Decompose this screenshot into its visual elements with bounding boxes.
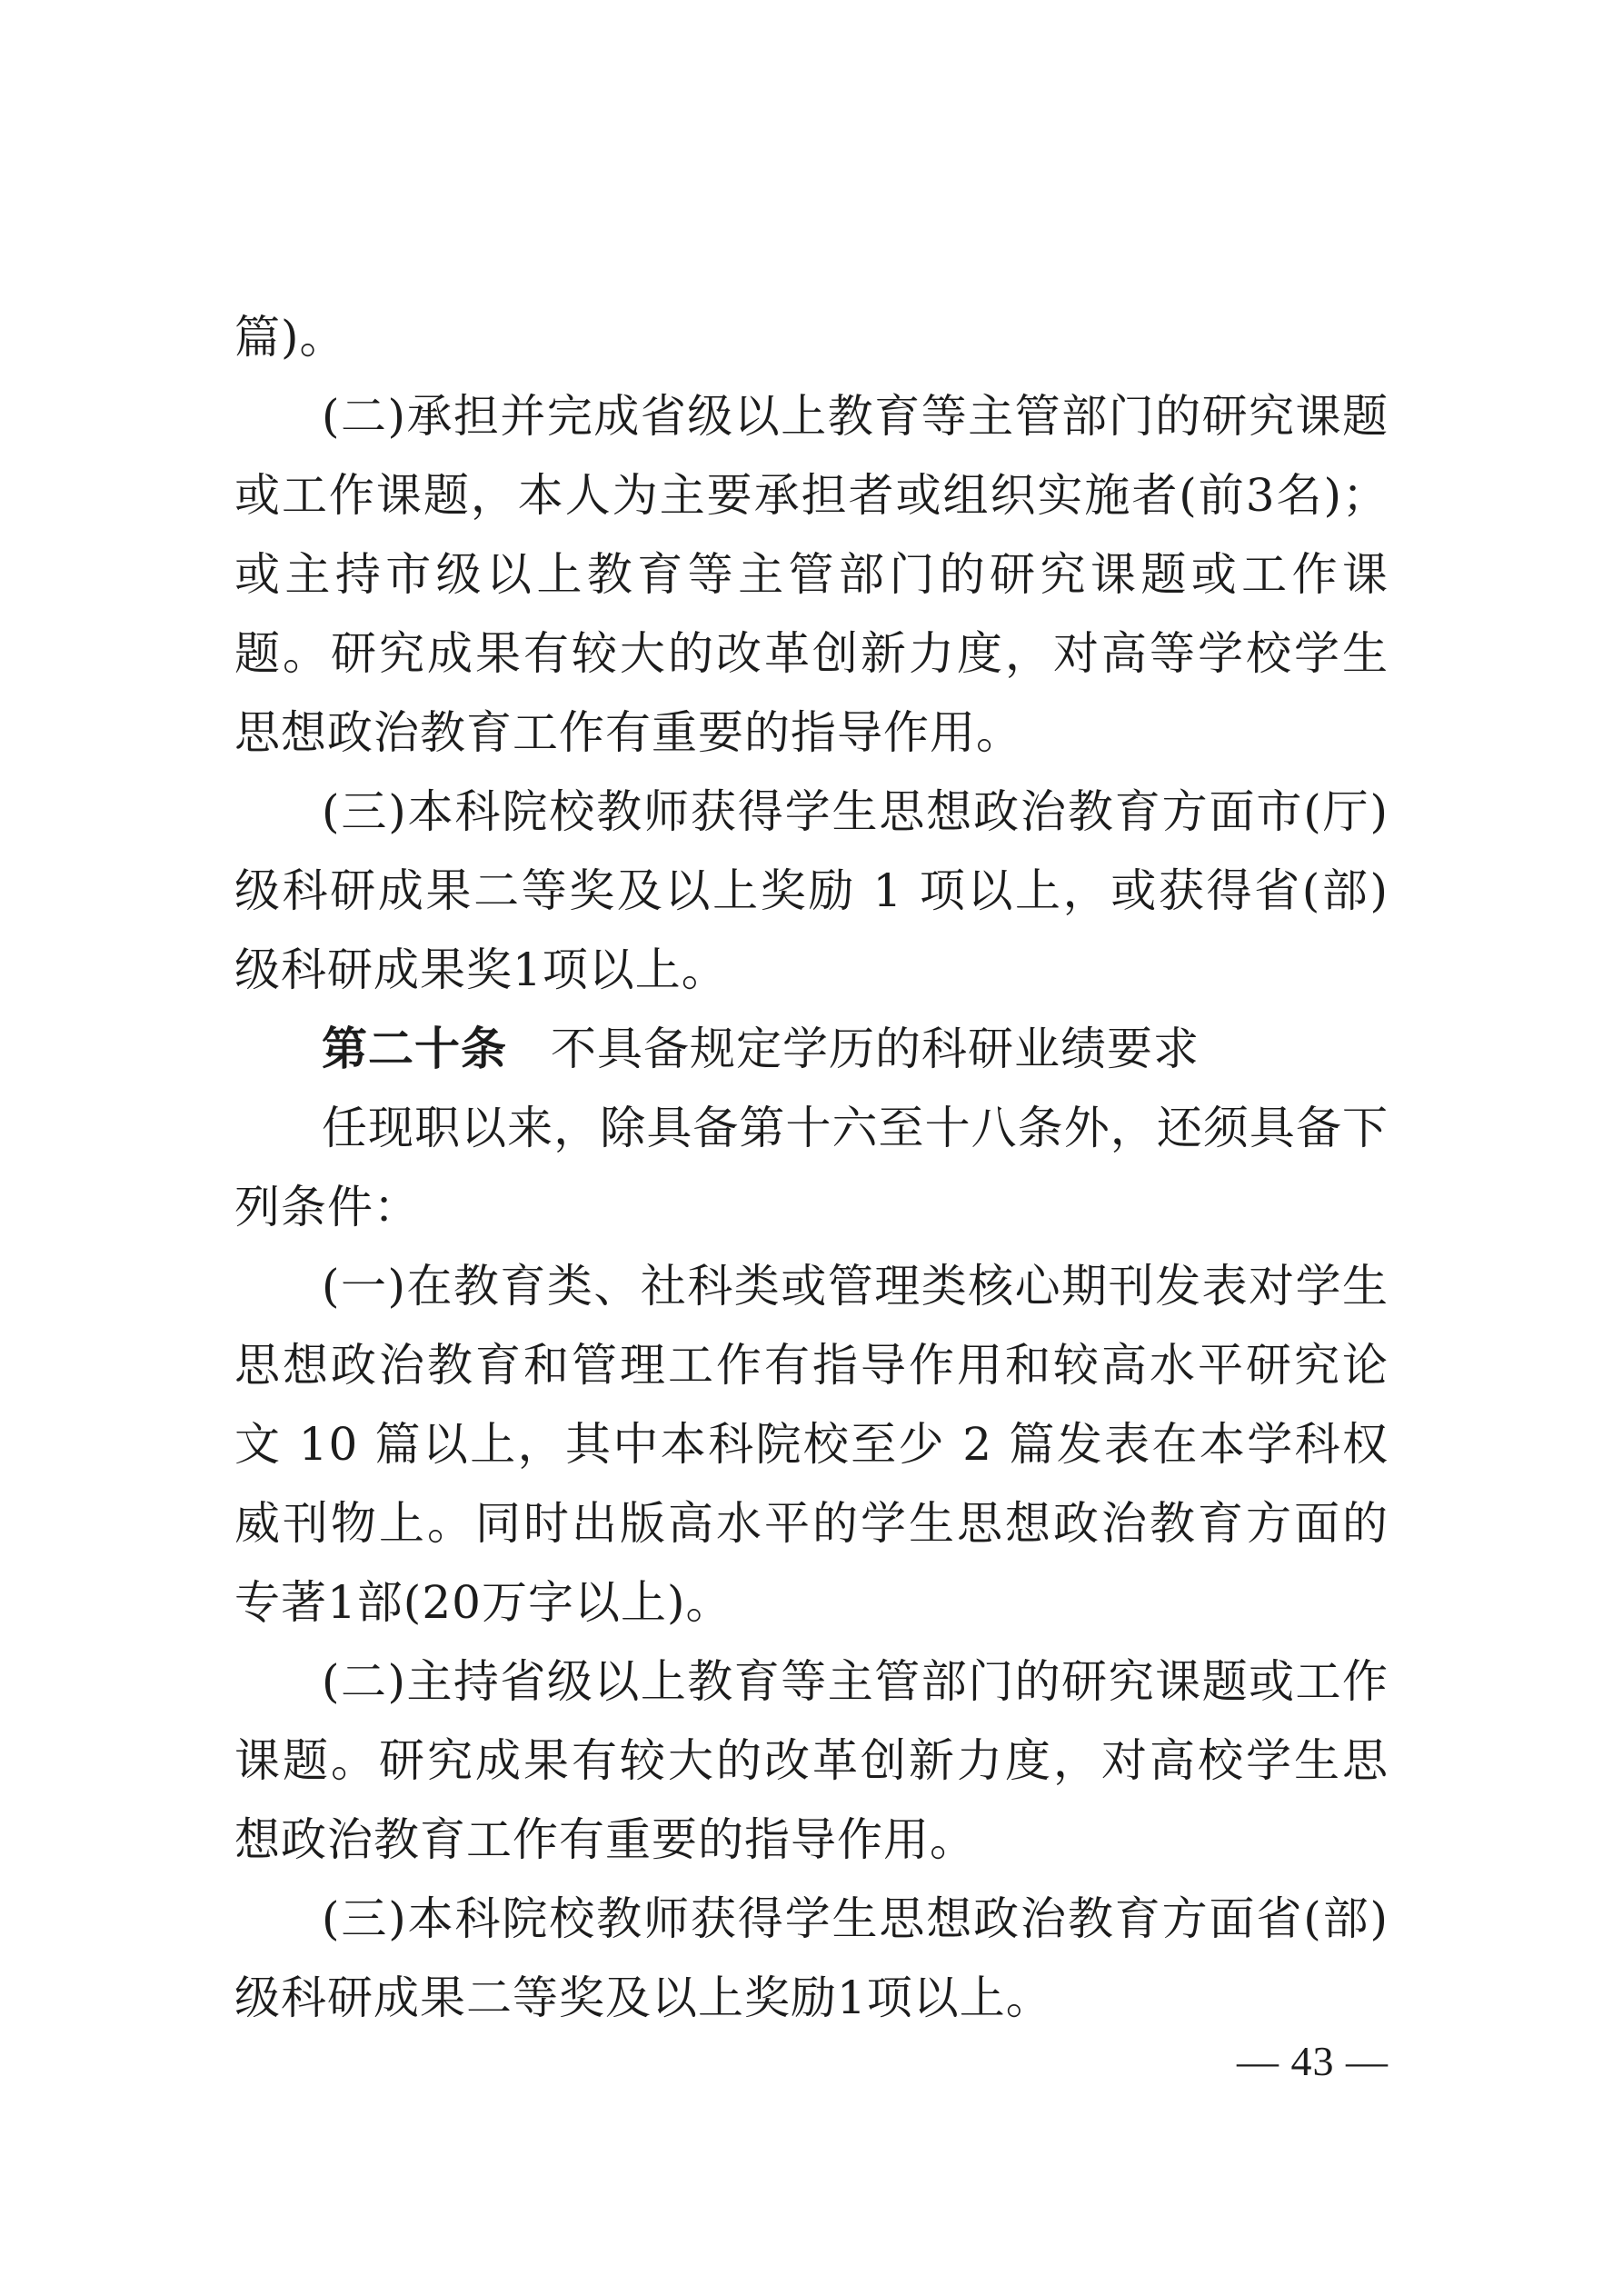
- paragraph-article-item-1: (一)在教育类、社科类或管理类核心期刊发表对学生思想政治教育和管理工作有指导作用和较高水平研究论文 10 篇以上，其中本科院校至少 2 篇发表在本学科权威刊物上。同时出版高水平的学生思想政治教育方面的专著1部(20万字以上)。: [234, 1260, 1389, 1629]
- paragraph-intro: 任现职以来，除具备第十六至十八条外，还须具备下列条件：: [234, 1102, 1389, 1233]
- article-heading: [234, 1010, 1389, 1089]
- page-number: — 43 —: [1237, 2038, 1389, 2084]
- article-number: 第二十条: [322, 1023, 507, 1075]
- paragraph-continuation: 篇)。: [234, 311, 346, 364]
- paragraph-item-2: (二)承担并完成省级以上教育等主管部门的研究课题或工作课题，本人为主要承担者或组织实施者(前3名)；或主持市级以上教育等主管部门的研究课题或工作课题。研究成果有较大的改革创新力度，对高等学校学生思想政治教育工作有重要的指导作用。: [234, 390, 1389, 759]
- paragraph-item-3: (三)本科院校教师获得学生思想政治教育方面市(厅)级科研成果二等奖及以上奖励 1 项以上，或获得省(部)级科研成果奖1项以上。: [234, 785, 1389, 996]
- paragraph-article-item-2: (二)主持省级以上教育等主管部门的研究课题或工作课题。研究成果有较大的改革创新力度，对高校学生思想政治教育工作有重要的指导作用。: [234, 1655, 1389, 1866]
- document-body: [234, 298, 1389, 2038]
- article-title: 不具备规定学历的科研业绩要求: [551, 1023, 1200, 1075]
- paragraph-article-item-3: (三)本科院校教师获得学生思想政治教育方面省(部)级科研成果二等奖及以上奖励1项以上。: [234, 1892, 1389, 2024]
